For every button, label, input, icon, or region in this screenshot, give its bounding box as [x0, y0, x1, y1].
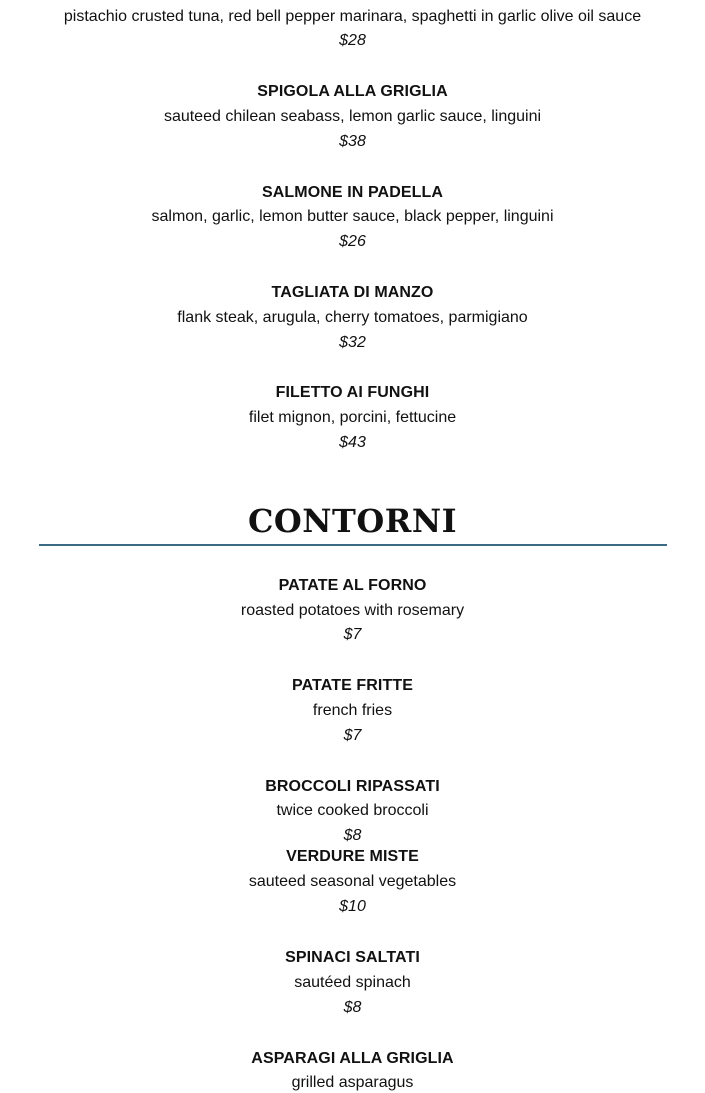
menu-item-price: $43 [339, 434, 366, 451]
menu-item-price: $10 [339, 898, 366, 915]
menu-item-name: PATATE AL FORNO [278, 577, 427, 594]
section-heading: CONTORNI [247, 502, 458, 540]
menu-item-description: sautéed spinach [294, 974, 411, 991]
menu-item-name: SPINACI SALTATI [285, 949, 420, 966]
menu-item-description: sauteed seasonal vegetables [248, 873, 457, 890]
menu-item-name: ASPARAGI ALLA GRIGLIA [251, 1050, 454, 1067]
menu-item-price: $32 [339, 334, 366, 351]
menu-item-price: $7 [343, 727, 362, 744]
menu-item-name: PATATE FRITTE [292, 677, 413, 694]
menu-item-description: twice cooked broccoli [276, 802, 429, 819]
menu-item-price: $8 [343, 999, 362, 1016]
menu-item-price: $7 [343, 626, 362, 643]
menu-item-name: TAGLIATA DI MANZO [271, 284, 434, 301]
menu-item-description: grilled asparagus [291, 1074, 414, 1091]
menu-item-description: roasted potatoes with rosemary [240, 602, 465, 619]
menu-item-description: sauteed chilean seabass, lemon garlic sauce, linguini [163, 108, 542, 125]
menu-item-name: BROCCOLI RIPASSATI [265, 778, 440, 795]
menu-item-name: FILETTO AI FUNGHI [275, 384, 430, 401]
menu-item-description: filet mignon, porcini, fettucine [248, 409, 457, 426]
menu-item-name: SPIGOLA ALLA GRIGLIA [257, 83, 448, 100]
menu-item-description: french fries [312, 702, 393, 719]
menu-item-name: SALMONE IN PADELLA [261, 184, 444, 201]
menu-item-description: pistachio crusted tuna, red bell pepper marinara, spaghetti in garlic olive oil sauce [63, 8, 642, 25]
menu-item-name: VERDURE MISTE [286, 848, 419, 865]
menu-item-price: $26 [339, 233, 366, 250]
menu-item-price: $38 [339, 133, 366, 150]
menu-item-description: salmon, garlic, lemon butter sauce, black pepper, linguini [151, 208, 554, 225]
menu-item-description: flank steak, arugula, cherry tomatoes, parmigiano [177, 309, 528, 326]
menu-item-price: $8 [343, 827, 362, 844]
section-divider [39, 544, 667, 546]
menu-item-price: $28 [339, 32, 366, 49]
